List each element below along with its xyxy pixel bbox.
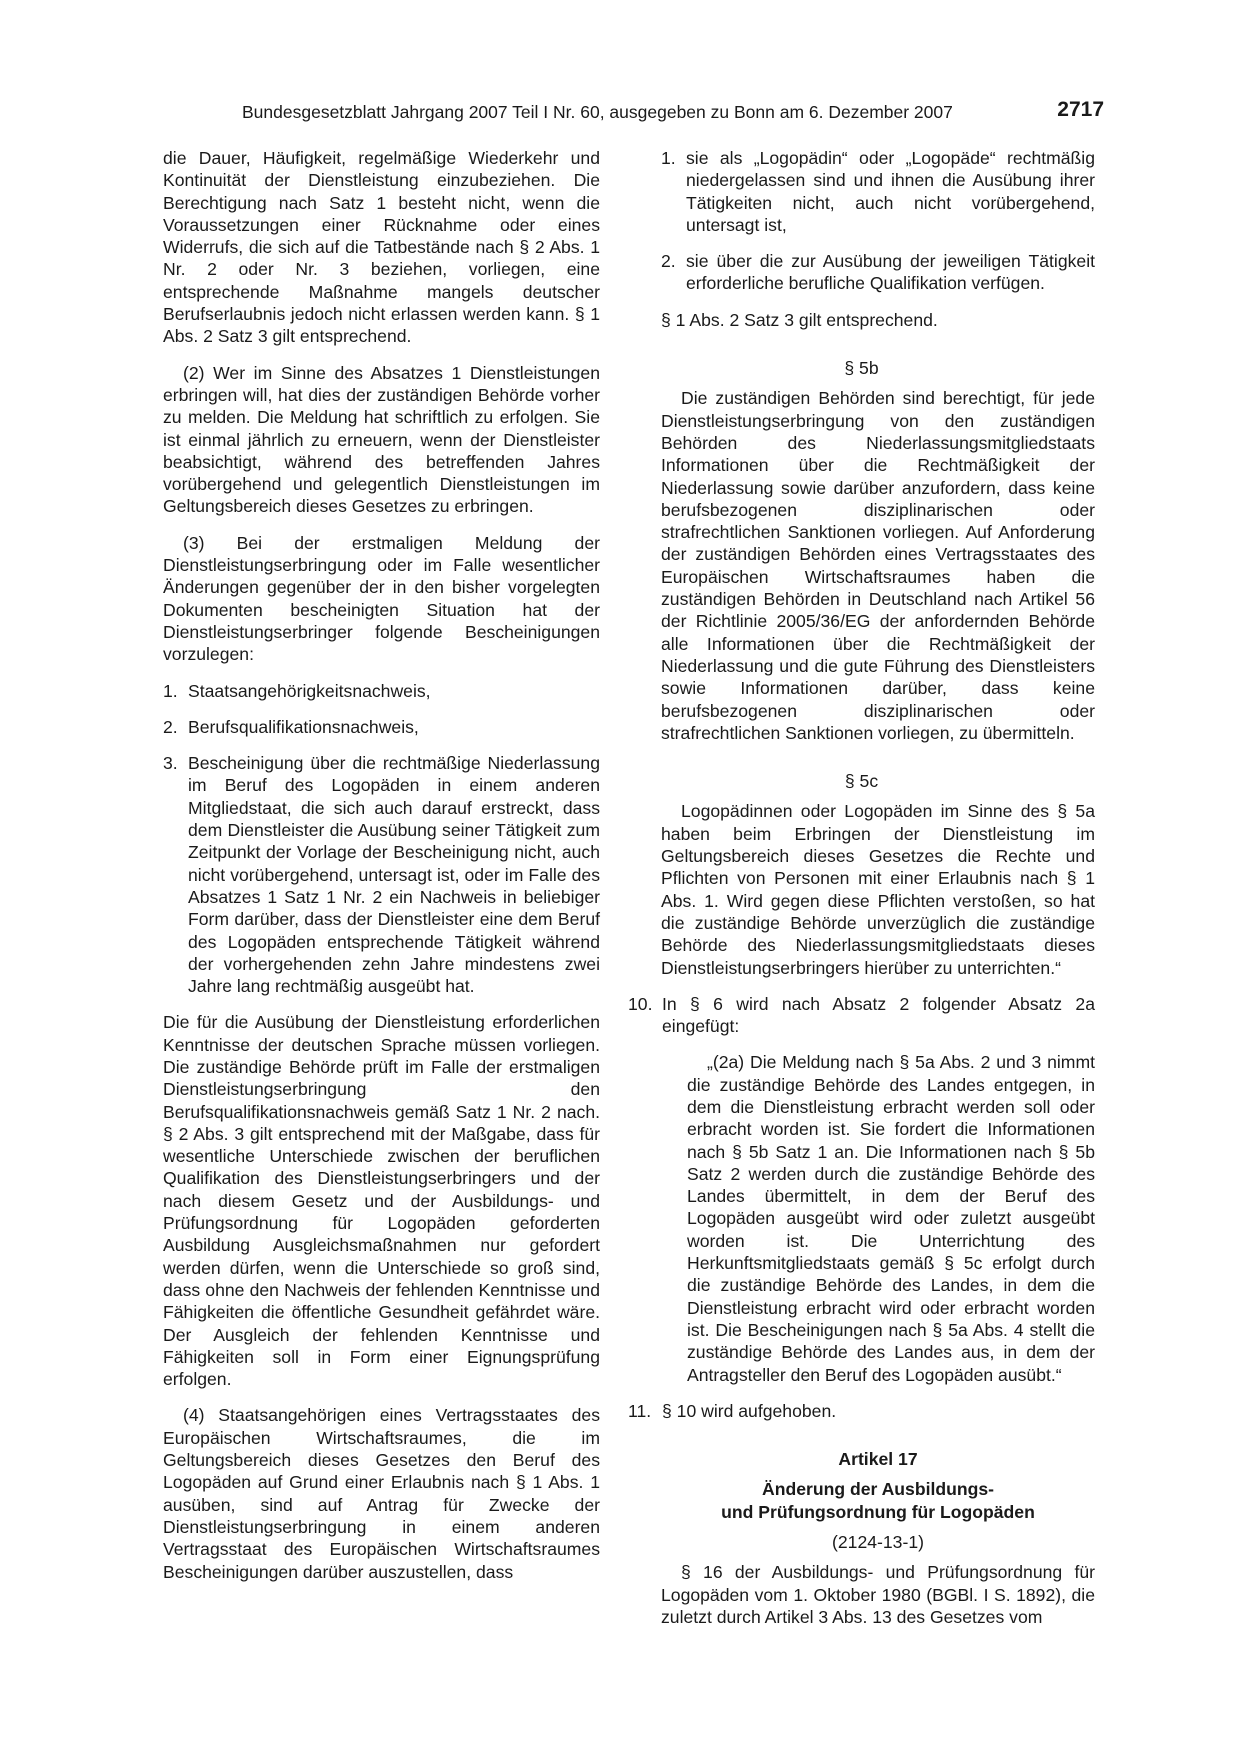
list-item xyxy=(628,147,1095,236)
paragraph-absatz-2: (2) Wer im Sinne des Absatzes 1 Dienstleistungen erbringen will, hat dies der zuständigen Behörde vorher zu melden. Die Meldung hat schriftlich zu erfolgen. Sie ist einmal jährlich zu erneuern, wenn der Dienstleister beabsichtigt, während des betreffenden Jahres vorübergehend und gelegentlich Dienstleistungen im Geltungsbereich dieses Gesetzes zu erbringen. xyxy=(163,362,600,517)
list-item-number: 2. xyxy=(661,251,676,272)
paragraph-5b: Die zuständigen Behörden sind berechtigt, für jede Dienstleistungserbringung von den zuständigen Behörden des Niederlassungsmitgliedstaats Informationen über die Rechtmäßigkeit der Niederlassung sowie darüber anzufordern, dass keine berufsbezogenen disziplinarischen oder strafrechtlichen Sanktionen vorliegen. Auf Anforderung der zuständigen Behörden eines Vertragsstaates des Europäischen Wirtschaftsraumes haben die zuständigen Behörden in Deutschland nach Artikel 56 der Richtlinie 2005/36/EG der anfordernden Behörde alle Informationen über die Rechtmäßigkeit der Niederlassung und die gute Führung des Dienstleisters sowie Informationen darüber, dass keine berufsbezogenen disziplinarischen oder strafrechtlichen Sanktionen vorliegen, zu übermitteln. xyxy=(661,388,1095,743)
list-item-text: Berufsqualifikationsnachweis, xyxy=(188,716,419,737)
list-item xyxy=(628,250,1095,295)
left-column xyxy=(163,147,600,1583)
article-subtitle-line-2: und Prüfungsordnung für Logopäden xyxy=(721,1501,1035,1522)
list-item-text: § 10 wird aufgehoben. xyxy=(662,1400,837,1421)
paragraph-intro: die Dauer, Häufigkeit, regelmäßige Wiederkehr und Kontinuität der Dienstleistung einzubeziehen. Die Berechtigung nach Satz 1 besteht nicht, wenn die Voraussetzungen einer Rücknahme oder eines Widerrufs, die sich auf die Tatbestände nach § 2 Abs. 1 Nr. 2 oder Nr. 3 beziehen, vorliegen, eine entsprechende Maßnahme mangels deutscher Berufserlaubnis jedoch nicht erlassen werden kann. § 1 Abs. 2 Satz 3 gilt entsprechend. xyxy=(163,148,600,347)
list-item xyxy=(163,752,600,997)
article-title: Artikel 17 xyxy=(838,1449,918,1470)
list-item-number: 11. xyxy=(628,1400,652,1421)
list-item-number: 2. xyxy=(163,716,178,737)
list-item-text: sie über die zur Ausübung der jeweiligen Tätigkeit erforderliche berufliche Qualifikation verfügen. xyxy=(686,251,1095,294)
list-item-number: 10. xyxy=(628,993,653,1014)
list-item-text: Staatsangehörigkeitsnachweis, xyxy=(188,680,431,701)
section-heading-5b: § 5b xyxy=(844,358,879,379)
list-item-number: 3. xyxy=(163,753,178,774)
list-item-number: 1. xyxy=(661,148,676,168)
paragraph-article-17: § 16 der Ausbildungs- und Prüfungsordnung für Logopäden vom 1. Oktober 1980 (BGBl. I S. 1892), die zuletzt durch Artikel 3 Abs. 13 des Gesetzes vom xyxy=(661,1562,1095,1627)
certificate-conditions-list xyxy=(628,147,1095,295)
section-heading-5c: § 5c xyxy=(844,771,879,792)
paragraph-absatz-4: (4) Staatsangehörigen eines Vertragsstaates des Europäischen Wirtschaftsraumes, die im Geltungsbereich dieses Gesetzes den Beruf des Logopäden auf Grund einer Erlaubnis nach § 1 Abs. 1 ausüben, sind auf Antrag für Zwecke der Dienstleistungserbringung in einem anderen Vertragsstaat des Europäischen Wirtschaftsraumes Bescheinigungen darüber auszustellen, dass xyxy=(163,1405,600,1582)
amendment-list xyxy=(628,993,1095,1038)
certificate-list xyxy=(163,680,600,998)
list-item xyxy=(163,680,600,702)
quoted-absatz-2a: „(2a) Die Meldung nach § 5a Abs. 2 und 3 nimmt die zuständige Behörde des Landes entgegen, in dem die Dienstleistung erbracht werden soll oder erbracht worden ist. Sie fordert die Informationen nach § 5b Satz 1 an. Die Informationen nach § 5b Satz 2 werden durch die zuständige Behörde des Landes übermittelt, in dem der Beruf des Logopäden ausgeübt wird oder zuletzt ausgeübt worden ist. Die Unterrichtung des Herkunftsmitgliedstaats gemäß § 5c erfolgt durch die zuständige Behörde des Landes, in dem die Dienstleistung erbracht wird oder erbracht worden ist. Die Bescheinigungen nach § 5a Abs. 4 stellt die zuständige Behörde des Landes aus, in dem der Antragsteller den Beruf des Logopäden ausübt.“ xyxy=(687,1052,1095,1385)
list-item xyxy=(163,716,600,738)
page-number: 2717 xyxy=(1057,98,1104,121)
page-header xyxy=(242,98,1104,128)
list-item xyxy=(628,1400,1095,1422)
article-subtitle-line-1: Änderung der Ausbildungs- xyxy=(762,1479,994,1500)
list-item xyxy=(628,993,1095,1038)
paragraph-absatz-3: (3) Bei der erstmaligen Meldung der Dienstleistungserbringung oder im Falle wesentlicher Änderungen gegenüber der in den bisher vorgelegten Dokumenten bescheinigten Situation hat der Dienstleistungserbringer folgende Bescheinigungen vorzulegen: xyxy=(163,532,600,665)
list-item-text: sie als „Logopädin“ oder „Logopäde“ rechtmäßig niedergelassen sind und ihnen die Ausübung ihrer Tätigkeiten nicht, auch nicht vorübergehend, untersagt ist, xyxy=(686,148,1095,235)
running-title: Bundesgesetzblatt Jahrgang 2007 Teil I Nr. 60, ausgegeben zu Bonn am 6. Dezember 2007 xyxy=(242,102,953,122)
paragraph-reference: § 1 Abs. 2 Satz 3 gilt entsprechend. xyxy=(661,309,938,330)
amendment-list xyxy=(628,1400,1095,1422)
paragraph-language-requirement: Die für die Ausübung der Dienstleistung erforderlichen Kenntnisse der deutschen Sprache müssen vorliegen. Die zuständige Behörde prüft im Falle der erstmaligen Dienstleistungserbringung den Berufsqualifikationsnachweis gemäß Satz 1 Nr. 2 nach. § 2 Abs. 3 gilt entsprechend mit der Maßgabe, dass für wesentliche Unterschiede zwischen der beruflichen Qualifikation des Dienstleistungserbringers und der nach diesem Gesetz und der Ausbildungs- und Prüfungsordnung für Logopäden geforderten Ausbildung Ausgleichsmaßnahmen nur gefordert werden dürfen, wenn die Unterschiede so groß sind, dass ohne den Nachweis der fehlenden Kenntnisse und Fähigkeiten die öffentliche Gesundheit gefährdet wäre. Der Ausgleich der fehlenden Kenntnisse und Fähigkeiten soll in Form einer Eignungsprüfung erfolgen. xyxy=(163,1012,600,1390)
article-code: (2124-13-1) xyxy=(832,1532,924,1553)
right-column xyxy=(628,147,1095,1628)
list-item-text: Bescheinigung über die rechtmäßige Niederlassung im Beruf des Logopäden in einem anderen Mitgliedstaat, die sich auch darauf erstreckt, dass dem Dienstleister die Ausübung seiner Tätigkeit zum Zeitpunkt der Vorlage der Bescheinigung nicht, auch nicht vorübergehend, untersagt ist, oder im Falle des Absatzes 1 Satz 1 Nr. 2 ein Nachweis in beliebiger Form darüber, dass der Dienstleister eine dem Beruf des Logopäden entsprechende Tätigkeit während der vorhergehenden zehn Jahre mindestens zwei Jahre lang rechtmäßig ausgeübt hat. xyxy=(188,753,600,997)
list-item-number: 1. xyxy=(163,680,178,701)
paragraph-5c: Logopädinnen oder Logopäden im Sinne des § 5a haben beim Erbringen der Dienstleistung im Geltungsbereich dieses Gesetzes die Rechte und Pflichten von Personen mit einer Erlaubnis nach § 1 Abs. 1. Wird gegen diese Pflichten verstoßen, so hat die zuständige Behörde unverzüglich die zuständige Behörde des Niederlassungsmitgliedstaats dieses Dienstleistungserbringers hierüber zu unterrichten.“ xyxy=(661,801,1095,978)
list-item-text: In § 6 wird nach Absatz 2 folgender Absatz 2a eingefügt: xyxy=(662,993,1095,1037)
